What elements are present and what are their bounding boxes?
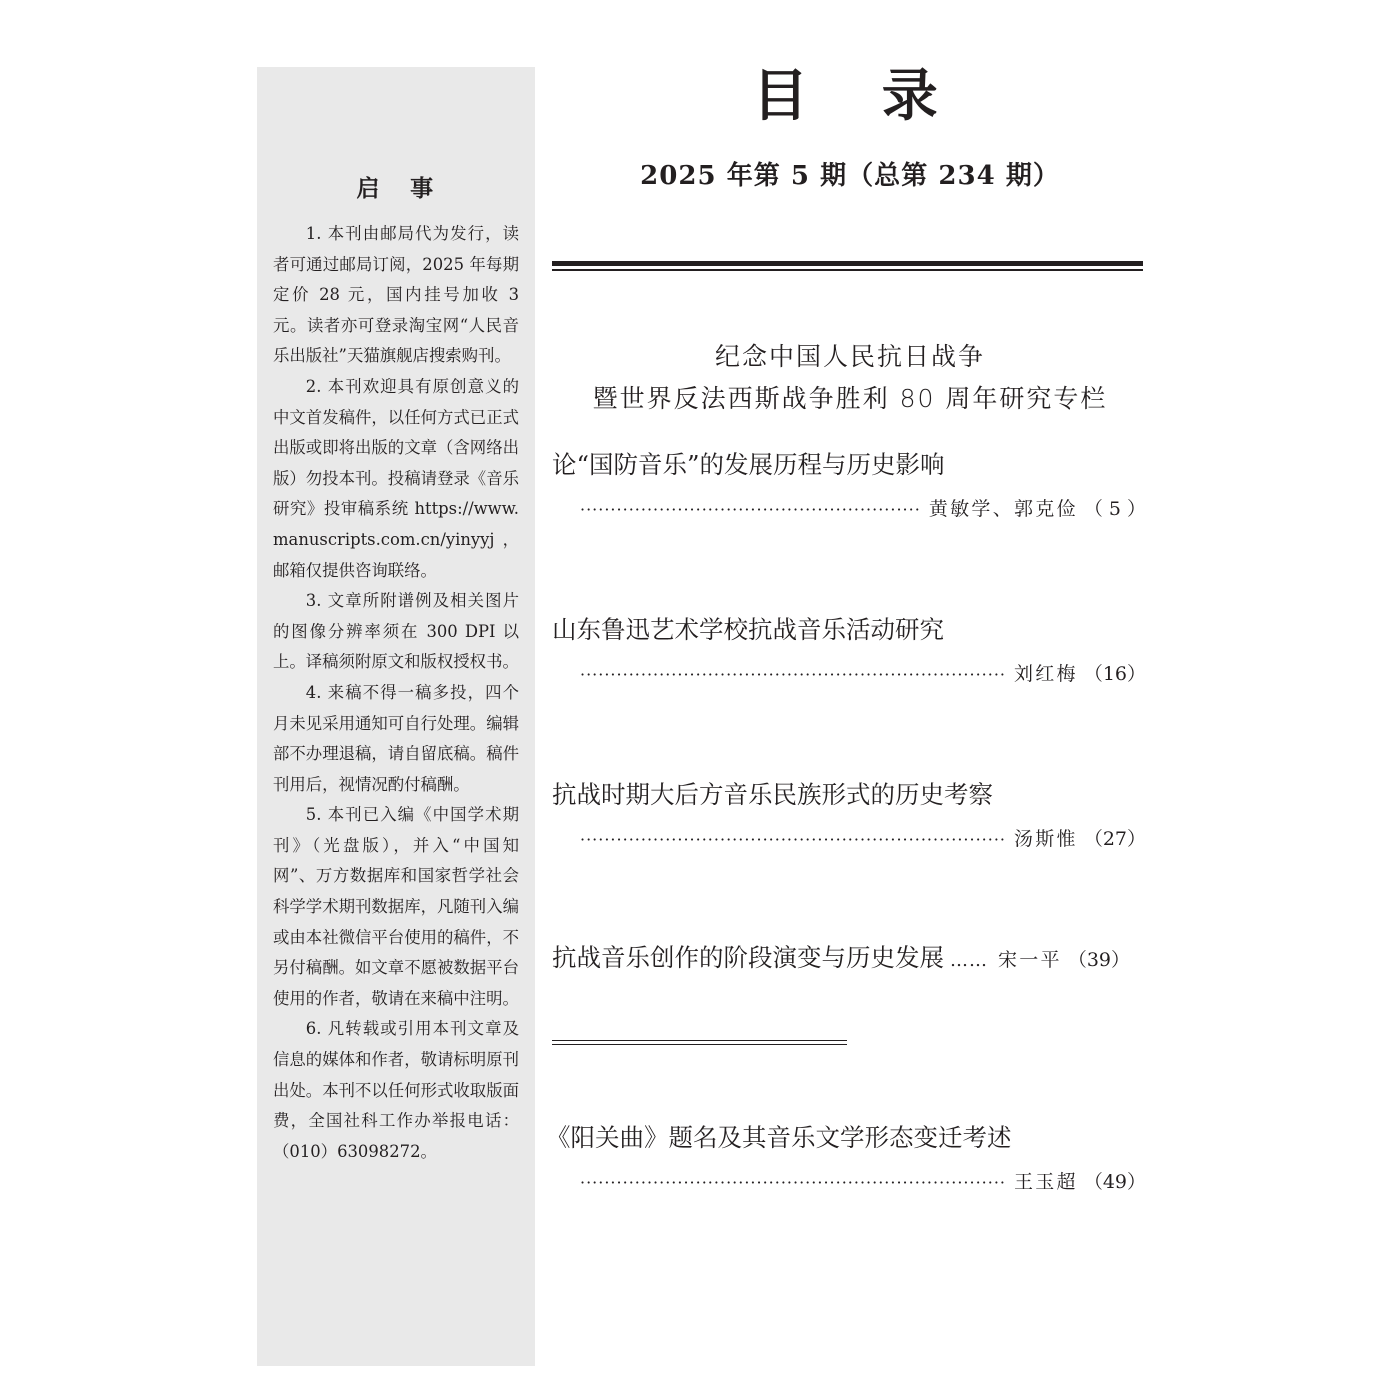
dot-leader [580,1173,1006,1192]
article-byline [580,1167,1146,1197]
article-page: （16） [1083,663,1146,685]
article-title[interactable]: 山东鲁迅艺术学校抗战音乐活动研究 [552,615,944,644]
article-entry [552,939,1148,974]
article-title[interactable]: 《阳关曲》题名及其音乐文学形态变迁考述 [546,1123,1012,1152]
section-divider [552,1044,847,1045]
issue-number: 2025 年第 5 期（总第 234 期） [640,161,1060,191]
notice-item: 6. 凡转载或引用本刊文章及信息的媒体和作者，敬请标明原刊出处。本刊不以任何形式收取版面费，全国社科工作办举报电话：（010）63098272。 [273,1019,519,1161]
article-page: （27） [1083,828,1146,850]
article-author: 刘红梅 [1013,663,1078,685]
article-title[interactable]: 抗战音乐创作的阶段演变与历史发展 [552,943,944,972]
dot-leader [580,830,1006,849]
article-byline [580,659,1146,689]
column-heading [560,336,1140,420]
article-author: 宋一平 [998,949,1062,971]
dot-leader [580,665,1006,684]
notice-item: 2. 本刊欢迎具有原创意义的中文首发稿件，以任何方式已正式出版或即将出版的文章（含网络出版）勿投本刊。投稿请登录《音乐研究》投审稿系统 https://www.manuscripts.com.cn/yinyyj，邮箱仅提供咨询联络。 [273,376,519,580]
notice-item: 4. 来稿不得一稿多投，四个月未见采用通知可自行处理。编辑部不办理退稿，请自留底稿。稿件刊用后，视情况酌付稿酬。 [273,682,519,794]
page-title: 目 录 [752,63,938,129]
section-divider [552,1040,847,1041]
article-author: 黄敏学、郭克俭 [928,498,1078,520]
notice-body [273,219,519,1167]
notice-item: 3. 文章所附谱例及相关图片的图像分辨率须在 300 DPI 以上。译稿须附原文和版权授权书。 [273,591,519,672]
notice-item: 5. 本刊已入编《中国学术期刊》（光盘版），并入“中国知网”、万方数据库和国家哲学社会科学学术期刊数据库，凡随刊入编或由本社微信平台使用的稿件，不另付稿酬。如文章不愿被数据平台使用的作者，敬请在来稿中注明。 [273,805,519,1008]
notice-title: 启 事 [356,175,436,202]
article-author: 王玉超 [1013,1171,1078,1193]
article-byline [580,824,1146,854]
article-title[interactable]: 论“国防音乐”的发展历程与历史影响 [552,450,945,479]
article-page: （49） [1083,1171,1146,1193]
article-title[interactable]: 抗战时期大后方音乐民族形式的历史考察 [552,780,993,809]
article-byline [580,494,1146,524]
dot-leader [580,500,921,519]
column-heading-line: 纪念中国人民抗日战争 [714,342,985,371]
dot-leader: …… [950,950,988,971]
article-author: 汤斯惟 [1013,828,1078,850]
header-rule-thick [552,261,1143,266]
article-page: （39） [1067,949,1131,971]
article-page: （ 5 ） [1083,498,1146,520]
notice-item: 1. 本刊由邮局代为发行，读者可通过邮局订阅，2025 年每期定价 28 元，国内挂号加收 3 元。读者亦可登录淘宝网“人民音乐出版社”天猫旗舰店搜索购刊。 [273,224,519,366]
header-rule-thin [552,269,1143,271]
column-heading-line: 暨世界反法西斯战争胜利 80 周年研究专栏 [592,384,1108,413]
